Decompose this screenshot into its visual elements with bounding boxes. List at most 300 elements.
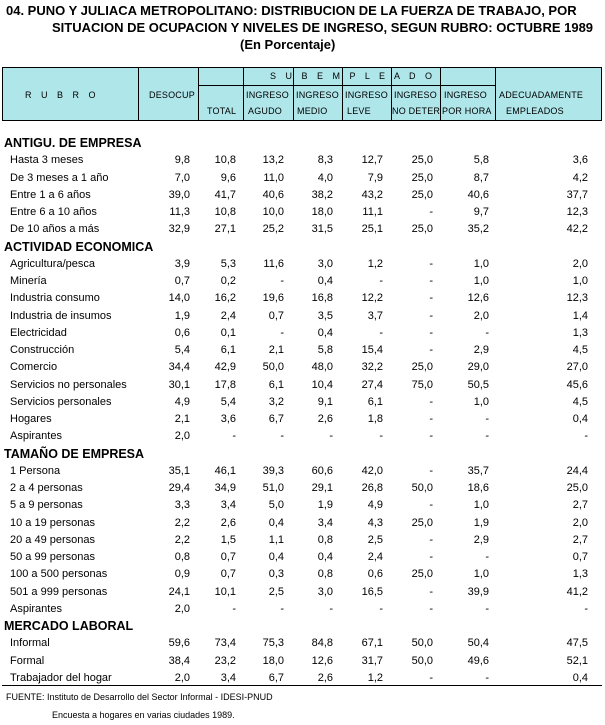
cell-value: 2,9 bbox=[473, 533, 489, 546]
header-ingreso-hora-2: POR HORA bbox=[442, 106, 492, 116]
cell-value: 52,1 bbox=[566, 654, 588, 667]
cell-value: 2,5 bbox=[268, 585, 284, 598]
cell-value: 0,7 bbox=[220, 568, 236, 581]
header-ingreso-hora-1: INGRESO bbox=[444, 90, 487, 100]
cell-value: 1,0 bbox=[473, 568, 489, 581]
cell-value: - bbox=[429, 533, 433, 546]
cell-value: - bbox=[429, 292, 433, 305]
cell-value: 2,4 bbox=[367, 551, 383, 563]
header-adecuado-2: EMPLEADOS bbox=[506, 106, 564, 116]
row-label: Formal bbox=[10, 654, 45, 667]
cell-value: 3,4 bbox=[317, 516, 333, 529]
cell-value: 0,7 bbox=[174, 275, 190, 287]
cell-value: 0,4 bbox=[317, 275, 333, 287]
cell-value: 25,0 bbox=[411, 223, 433, 236]
cell-value: 2,0 bbox=[174, 602, 190, 615]
cell-value: 18,6 bbox=[467, 482, 489, 494]
cell-value: 14,0 bbox=[168, 292, 190, 305]
title-line-2: SITUACION DE OCUPACION Y NIVELES DE INGRESO, SEGUN RUBRO: OCTUBRE 1989 bbox=[52, 20, 594, 35]
cell-value: 11,3 bbox=[169, 206, 190, 218]
cell-value: 59,6 bbox=[168, 637, 190, 650]
cell-value: 39,9 bbox=[467, 585, 489, 598]
cell-value: 5,8 bbox=[317, 344, 333, 356]
cell-value: 29,1 bbox=[311, 482, 333, 494]
cell-value: - bbox=[429, 344, 433, 356]
cell-value: 1,0 bbox=[473, 275, 489, 287]
cell-value: 50,4 bbox=[467, 637, 489, 650]
cell-value: 2,9 bbox=[473, 344, 489, 356]
cell-value: 0,6 bbox=[174, 326, 190, 339]
cell-value: - bbox=[429, 257, 433, 270]
cell-value: 32,2 bbox=[361, 361, 383, 374]
cell-value: 23,2 bbox=[214, 654, 236, 667]
cell-value: 0,7 bbox=[220, 551, 236, 563]
cell-value: 3,5 bbox=[317, 309, 333, 322]
cell-value: 5,4 bbox=[220, 395, 236, 408]
table-row bbox=[0, 273, 605, 290]
table-row bbox=[0, 377, 605, 394]
row-label: Entre 1 a 6 años bbox=[10, 188, 91, 201]
cell-value: 31,5 bbox=[311, 223, 333, 236]
cell-value: 3,3 bbox=[174, 499, 190, 512]
cell-value: 2,2 bbox=[174, 516, 190, 529]
cell-value: - bbox=[429, 551, 433, 563]
cell-value: 2,1 bbox=[268, 344, 284, 356]
cell-value: 12,6 bbox=[311, 654, 333, 667]
header-ingreso-nodeter-1: INGRESO bbox=[394, 90, 437, 100]
cell-value: - bbox=[280, 326, 284, 339]
header-adecuado-1: ADECUADAMENTE bbox=[499, 90, 584, 100]
cell-value: 1,9 bbox=[473, 516, 489, 529]
row-label: 501 a 999 personas bbox=[10, 585, 108, 598]
cell-value: 41,7 bbox=[214, 188, 236, 201]
cell-value: 2,6 bbox=[220, 516, 236, 529]
cell-value: 3,7 bbox=[367, 309, 383, 322]
table-row bbox=[0, 325, 605, 342]
cell-value: 41,2 bbox=[566, 585, 588, 598]
cell-value: 5,0 bbox=[268, 499, 284, 512]
cell-value: - bbox=[379, 430, 383, 443]
cell-value: 3,2 bbox=[268, 395, 284, 408]
table-row bbox=[0, 342, 605, 359]
cell-value: - bbox=[280, 430, 284, 443]
cell-value: 0,8 bbox=[174, 551, 190, 563]
cell-value: 25,0 bbox=[411, 568, 433, 581]
cell-value: - bbox=[329, 430, 333, 443]
cell-value: 47,5 bbox=[566, 637, 588, 650]
cell-value: 38,4 bbox=[168, 654, 190, 667]
row-label: Minería bbox=[10, 275, 47, 287]
cell-value: 1,0 bbox=[473, 395, 489, 408]
title-line-3: (En Porcentaje) bbox=[240, 37, 336, 52]
cell-value: 10,8 bbox=[214, 206, 236, 218]
cell-value: 51,0 bbox=[262, 482, 284, 494]
row-label: 2 a 4 personas bbox=[10, 482, 83, 494]
cell-value: 39,0 bbox=[168, 188, 190, 201]
cell-value: 3,0 bbox=[317, 585, 333, 598]
cell-value: 26,8 bbox=[361, 482, 383, 494]
cell-value: 75,3 bbox=[262, 637, 284, 650]
section-row bbox=[0, 239, 605, 256]
cell-value: 27,1 bbox=[214, 223, 236, 236]
cell-value: 38,2 bbox=[311, 188, 333, 201]
cell-value: 2,0 bbox=[174, 671, 190, 684]
row-label: Agricultura/pesca bbox=[10, 257, 95, 270]
cell-value: 25,0 bbox=[566, 482, 588, 494]
cell-value: 50,0 bbox=[411, 654, 433, 667]
cell-value: 3,4 bbox=[220, 499, 236, 512]
cell-value: 8,3 bbox=[317, 154, 333, 167]
cell-value: 16,2 bbox=[214, 292, 236, 305]
cell-value: 37,7 bbox=[566, 188, 588, 201]
cell-value: 2,7 bbox=[572, 499, 588, 512]
table-row bbox=[0, 221, 605, 238]
cell-value: 1,2 bbox=[367, 671, 383, 684]
cell-value: 1,3 bbox=[572, 326, 588, 339]
header-ingreso-agudo-2: AGUDO bbox=[248, 106, 283, 116]
cell-value: - bbox=[429, 413, 433, 425]
table-row bbox=[0, 566, 605, 583]
cell-value: 9,6 bbox=[220, 171, 236, 184]
cell-value: 1,3 bbox=[572, 568, 588, 581]
row-label: Servicios no personales bbox=[10, 378, 127, 391]
table-row bbox=[0, 515, 605, 532]
cell-value: 9,1 bbox=[317, 395, 333, 408]
header-ingreso-medio-2: MEDIO bbox=[297, 106, 328, 116]
table-row bbox=[0, 601, 605, 618]
table-row bbox=[0, 187, 605, 204]
cell-value: 35,2 bbox=[467, 223, 489, 236]
cell-value: 4,9 bbox=[174, 395, 190, 408]
table-row bbox=[0, 584, 605, 601]
cell-value: - bbox=[429, 585, 433, 598]
cell-value: - bbox=[485, 551, 489, 563]
table-row bbox=[0, 653, 605, 670]
cell-value: 1,9 bbox=[174, 309, 190, 322]
section-heading: ANTIGU. DE EMPRESA bbox=[4, 136, 142, 150]
cell-value: - bbox=[485, 671, 489, 684]
table-row bbox=[0, 480, 605, 497]
cell-value: 11,0 bbox=[263, 171, 284, 184]
header-sub-empleado: S U B E M P L E A D O bbox=[270, 71, 436, 81]
cell-value: - bbox=[429, 499, 433, 512]
cell-value: 40,6 bbox=[467, 188, 489, 201]
row-label: 10 a 19 personas bbox=[10, 516, 96, 529]
cell-value: 17,8 bbox=[214, 378, 236, 391]
cell-value: 4,5 bbox=[572, 395, 588, 408]
cell-value: 46,1 bbox=[214, 464, 236, 477]
cell-value: - bbox=[485, 430, 489, 443]
cell-value: 4,0 bbox=[317, 171, 333, 184]
cell-value: 25,0 bbox=[411, 516, 433, 529]
cell-value: 2,0 bbox=[174, 430, 190, 443]
cell-value: 11,1 bbox=[362, 206, 383, 218]
cell-value: 6,1 bbox=[268, 378, 284, 391]
cell-value: - bbox=[429, 671, 433, 684]
cell-value: 0,6 bbox=[367, 568, 383, 581]
cell-value: - bbox=[379, 275, 383, 287]
row-label: 50 a 99 personas bbox=[10, 551, 96, 563]
cell-value: - bbox=[429, 326, 433, 339]
cell-value: 19,6 bbox=[262, 292, 284, 305]
cell-value: 25,0 bbox=[411, 188, 433, 201]
cell-value: 12,6 bbox=[467, 292, 489, 305]
cell-value: 42,9 bbox=[214, 361, 236, 374]
cell-value: 31,7 bbox=[361, 654, 383, 667]
cell-value: 24,1 bbox=[168, 585, 190, 598]
cell-value: 25,2 bbox=[262, 223, 284, 236]
table-row bbox=[0, 411, 605, 428]
cell-value: - bbox=[280, 602, 284, 615]
cell-value: 2,1 bbox=[174, 413, 190, 425]
cell-value: - bbox=[485, 326, 489, 339]
cell-value: 32,9 bbox=[168, 223, 190, 236]
cell-value: 0,4 bbox=[572, 413, 588, 425]
cell-value: 84,8 bbox=[311, 637, 333, 650]
cell-value: - bbox=[429, 206, 433, 218]
row-label: Aspirantes bbox=[10, 430, 62, 443]
table-row bbox=[0, 532, 605, 549]
cell-value: 3,6 bbox=[220, 413, 236, 425]
cell-value: 35,1 bbox=[168, 464, 190, 477]
row-label: 1 Persona bbox=[10, 464, 61, 477]
cell-value: 39,3 bbox=[262, 464, 284, 477]
row-label: Industria de insumos bbox=[10, 309, 112, 322]
cell-value: - bbox=[379, 602, 383, 615]
cell-value: 5,4 bbox=[174, 344, 190, 356]
cell-value: 2,4 bbox=[220, 309, 236, 322]
cell-value: 7,0 bbox=[174, 171, 190, 184]
title-line-1: 04. PUNO Y JULIACA METROPOLITANO: DISTRIBUCION DE LA FUERZA DE TRABAJO, POR bbox=[6, 3, 577, 18]
cell-value: 5,8 bbox=[473, 154, 489, 167]
cell-value: - bbox=[584, 602, 588, 615]
cell-value: 15,4 bbox=[361, 344, 383, 356]
cell-value: 2,0 bbox=[572, 257, 588, 270]
cell-value: 73,4 bbox=[214, 637, 236, 650]
cell-value: 2,7 bbox=[572, 533, 588, 546]
section-row bbox=[0, 618, 605, 635]
header-total: TOTAL bbox=[207, 106, 237, 116]
header-desocup: DESOCUP bbox=[149, 90, 195, 100]
table-row bbox=[0, 308, 605, 325]
cell-value: 10,1 bbox=[214, 585, 236, 598]
footer-note: Encuesta a hogares en varias ciudades 1989. bbox=[52, 710, 235, 720]
cell-value: 48,0 bbox=[311, 361, 333, 374]
cell-value: 1,2 bbox=[367, 257, 383, 270]
cell-value: 1,5 bbox=[220, 533, 236, 546]
cell-value: 1,0 bbox=[473, 257, 489, 270]
cell-value: 24,4 bbox=[566, 464, 588, 477]
cell-value: 18,0 bbox=[262, 654, 284, 667]
header-ingreso-leve-2: LEVE bbox=[347, 106, 371, 116]
cell-value: - bbox=[379, 326, 383, 339]
cell-value: 29,0 bbox=[467, 361, 489, 374]
cell-value: 1,1 bbox=[268, 533, 284, 546]
cell-value: 2,6 bbox=[317, 671, 333, 684]
row-label: Construcción bbox=[10, 344, 75, 356]
section-heading: TAMAÑO DE EMPRESA bbox=[4, 446, 145, 461]
cell-value: 35,7 bbox=[467, 464, 489, 477]
cell-value: - bbox=[485, 602, 489, 615]
footer-source: FUENTE: Instituto de Desarrollo del Sector Informal - IDESI-PNUD bbox=[6, 692, 273, 702]
header-rubro: R U B R O bbox=[25, 90, 100, 100]
cell-value: 0,9 bbox=[174, 568, 190, 581]
cell-value: - bbox=[429, 275, 433, 287]
cell-value: 1,4 bbox=[572, 309, 588, 322]
cell-value: - bbox=[232, 602, 236, 615]
cell-value: 27,0 bbox=[566, 361, 588, 374]
cell-value: 50,5 bbox=[467, 378, 489, 391]
cell-value: 3,9 bbox=[174, 257, 190, 270]
cell-value: 10,8 bbox=[214, 154, 236, 167]
cell-value: - bbox=[429, 309, 433, 322]
table-row bbox=[0, 152, 605, 169]
cell-value: 6,1 bbox=[220, 344, 236, 356]
row-label: 20 a 49 personas bbox=[10, 533, 96, 546]
row-label: De 10 años a más bbox=[10, 223, 100, 236]
cell-value: 16,5 bbox=[361, 585, 383, 598]
row-label: Hogares bbox=[10, 413, 52, 425]
row-label: Entre 6 a 10 años bbox=[10, 206, 97, 218]
cell-value: 0,4 bbox=[268, 551, 284, 563]
cell-value: 49,6 bbox=[467, 654, 489, 667]
row-label: 5 a 9 personas bbox=[10, 499, 83, 512]
cell-value: - bbox=[429, 464, 433, 477]
cell-value: - bbox=[429, 602, 433, 615]
cell-value: - bbox=[329, 602, 333, 615]
table-row bbox=[0, 170, 605, 187]
cell-value: 0,4 bbox=[317, 326, 333, 339]
cell-value: - bbox=[280, 275, 284, 287]
table-row bbox=[0, 359, 605, 376]
cell-value: 0,4 bbox=[268, 516, 284, 529]
cell-value: 11,6 bbox=[263, 257, 284, 270]
cell-value: 4,9 bbox=[367, 499, 383, 512]
cell-value: 6,1 bbox=[367, 395, 383, 408]
cell-value: 12,2 bbox=[361, 292, 383, 305]
cell-value: - bbox=[232, 430, 236, 443]
section-heading: MERCADO LABORAL bbox=[4, 619, 134, 633]
header-ingreso-agudo-1: INGRESO bbox=[246, 90, 289, 100]
cell-value: 29,4 bbox=[168, 482, 190, 494]
cell-value: 1,0 bbox=[473, 499, 489, 512]
row-label: Aspirantes bbox=[10, 602, 62, 615]
cell-value: 12,3 bbox=[566, 206, 588, 218]
cell-value: 42,0 bbox=[361, 464, 383, 477]
table-row bbox=[0, 394, 605, 411]
cell-value: - bbox=[584, 430, 588, 443]
row-label: Informal bbox=[10, 637, 50, 650]
cell-value: 4,2 bbox=[572, 171, 588, 184]
table-row bbox=[0, 204, 605, 221]
cell-value: 9,7 bbox=[473, 206, 489, 218]
cell-value: 2,6 bbox=[317, 413, 333, 425]
cell-value: 18,0 bbox=[311, 206, 333, 218]
row-label: Hasta 3 meses bbox=[10, 154, 84, 167]
cell-value: 0,7 bbox=[268, 309, 284, 322]
cell-value: 10,4 bbox=[311, 378, 333, 391]
cell-value: 40,6 bbox=[262, 188, 284, 201]
cell-value: 45,6 bbox=[566, 378, 588, 391]
cell-value: 12,7 bbox=[361, 154, 383, 167]
table-row bbox=[0, 497, 605, 514]
cell-value: 1,8 bbox=[367, 413, 383, 425]
cell-value: 25,0 bbox=[411, 361, 433, 374]
cell-value: 30,1 bbox=[168, 378, 190, 391]
row-label: Trabajador del hogar bbox=[10, 671, 112, 684]
cell-value: 75,0 bbox=[411, 378, 433, 391]
cell-value: 0,8 bbox=[317, 533, 333, 546]
cell-value: 0,8 bbox=[317, 568, 333, 581]
row-label: De 3 meses a 1 año bbox=[10, 171, 109, 184]
table-row bbox=[0, 635, 605, 652]
cell-value: 13,2 bbox=[262, 154, 284, 167]
cell-value: 0,4 bbox=[317, 551, 333, 563]
header-ingreso-leve-1: INGRESO bbox=[345, 90, 388, 100]
cell-value: 12,3 bbox=[566, 292, 588, 305]
cell-value: - bbox=[485, 413, 489, 425]
cell-value: 2,0 bbox=[572, 516, 588, 529]
section-row bbox=[0, 446, 605, 463]
row-label: Comercio bbox=[10, 361, 58, 374]
cell-value: 1,0 bbox=[572, 275, 588, 287]
table-row bbox=[0, 256, 605, 273]
cell-value: 4,5 bbox=[572, 344, 588, 356]
cell-value: 8,7 bbox=[473, 171, 489, 184]
cell-value: 3,6 bbox=[572, 154, 588, 167]
table-row bbox=[0, 463, 605, 480]
cell-value: 0,4 bbox=[572, 671, 588, 684]
cell-value: 2,0 bbox=[473, 309, 489, 322]
cell-value: 42,2 bbox=[566, 223, 588, 236]
cell-value: 50,0 bbox=[411, 637, 433, 650]
table-bottom-rule bbox=[2, 685, 602, 686]
table-row bbox=[0, 428, 605, 445]
cell-value: 1,9 bbox=[317, 499, 333, 512]
cell-value: 25,0 bbox=[411, 154, 433, 167]
cell-value: 6,7 bbox=[268, 413, 284, 425]
cell-value: 7,9 bbox=[367, 171, 383, 184]
cell-value: 0,2 bbox=[220, 275, 236, 287]
cell-value: 43,2 bbox=[361, 188, 383, 201]
row-label: 100 a 500 personas bbox=[10, 568, 108, 581]
row-label: Electricidad bbox=[10, 326, 67, 339]
cell-value: 27,4 bbox=[361, 378, 383, 391]
table-row bbox=[0, 290, 605, 307]
header-ingreso-medio-1: INGRESO bbox=[296, 90, 339, 100]
header-ingreso-nodeter-2: NO DETER bbox=[392, 106, 441, 116]
section-row bbox=[0, 135, 605, 152]
cell-value: 4,3 bbox=[367, 516, 383, 529]
cell-value: 9,8 bbox=[174, 154, 190, 167]
cell-value: 5,3 bbox=[220, 257, 236, 270]
section-heading: ACTIVIDAD ECONOMICA bbox=[4, 239, 154, 254]
cell-value: 2,2 bbox=[174, 533, 190, 546]
cell-value: 25,1 bbox=[361, 223, 383, 236]
cell-value: 50,0 bbox=[262, 361, 284, 374]
cell-value: - bbox=[429, 430, 433, 443]
table-header bbox=[2, 67, 602, 121]
cell-value: 3,0 bbox=[317, 257, 333, 270]
cell-value: 0,3 bbox=[268, 568, 284, 581]
cell-value: 25,0 bbox=[411, 171, 433, 184]
cell-value: - bbox=[429, 395, 433, 408]
cell-value: 34,4 bbox=[168, 361, 190, 374]
cell-value: 0,1 bbox=[220, 326, 236, 339]
cell-value: 10,0 bbox=[262, 206, 284, 218]
cell-value: 6,7 bbox=[268, 671, 284, 684]
table-row bbox=[0, 549, 605, 566]
